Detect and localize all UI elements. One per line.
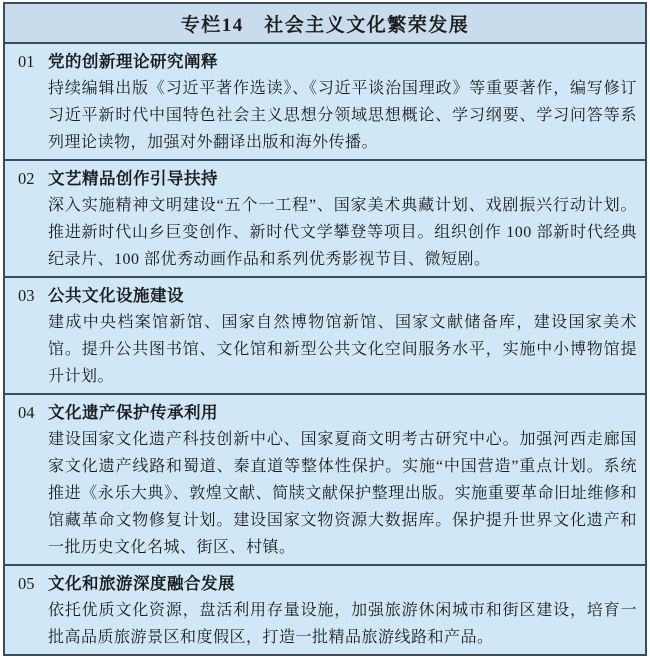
section-body: 建成中央档案馆新馆、国家自然博物馆新馆、国家文献储备库，建设国家美术馆。提升公共图书馆、文化馆和新型公共文化空间服务水平，实施中小博物馆提升计划。 (48, 314, 637, 385)
section-number: 03 (18, 286, 35, 305)
panel-header (5, 4, 645, 44)
panel-body (5, 44, 645, 654)
section-number: 01 (18, 52, 35, 71)
section-number: 05 (18, 574, 35, 593)
section-01 (5, 44, 645, 159)
section-title: 文化遗产保护传承利用 (48, 403, 218, 422)
section-body: 依托优质文化资源，盘活利用存量设施，加强旅游休闲城市和街区建设，培育一批高品质旅游景区和度假区，打造一批精品旅游线路和产品。 (48, 602, 637, 646)
panel-title: 专栏14 社会主义文化繁荣发展 (180, 14, 470, 36)
section-02 (5, 159, 645, 276)
section-title: 党的创新理论研究阐释 (48, 52, 218, 71)
section-title: 文艺精品创作引导扶持 (48, 169, 218, 188)
column-panel (3, 2, 647, 656)
section-body: 持续编辑出版《习近平著作选读》、《习近平谈治国理政》等重要著作，编写修订习近平新时代中国特色社会主义思想分领域思想概论、学习纲要、学习问答等系列理论读物，加强对外翻译出版和海外传播。 (48, 80, 637, 151)
section-title: 公共文化设施建设 (48, 286, 184, 305)
section-number: 02 (18, 169, 35, 188)
section-05 (5, 564, 645, 654)
section-03 (5, 276, 645, 393)
section-body: 深入实施精神文明建设“五个一工程”、国家美术典藏计划、戏剧振兴行动计划。推进新时代山乡巨变创作、新时代文学攀登等项目。组织创作 100 部新时代经典纪录片、100 部优秀动画作品和系列优秀影视节目、微短剧。 (48, 197, 637, 268)
section-body: 建设国家文化遗产科技创新中心、国家夏商文明考古研究中心。加强河西走廊国家文化遗产线路和蜀道、秦直道等整体性保护。实施“中国营造”重点计划。系统推进《永乐大典》、敦煌文献、简牍文献保护整理出版。实施重要革命旧址维修和馆藏革命文物修复计划。建设国家文物资源大数据库。保护提升世界文化遗产和一批历史文化名城、街区、村镇。 (48, 431, 637, 556)
section-04 (5, 393, 645, 564)
section-title: 文化和旅游深度融合发展 (48, 574, 235, 593)
section-number: 04 (18, 403, 35, 422)
